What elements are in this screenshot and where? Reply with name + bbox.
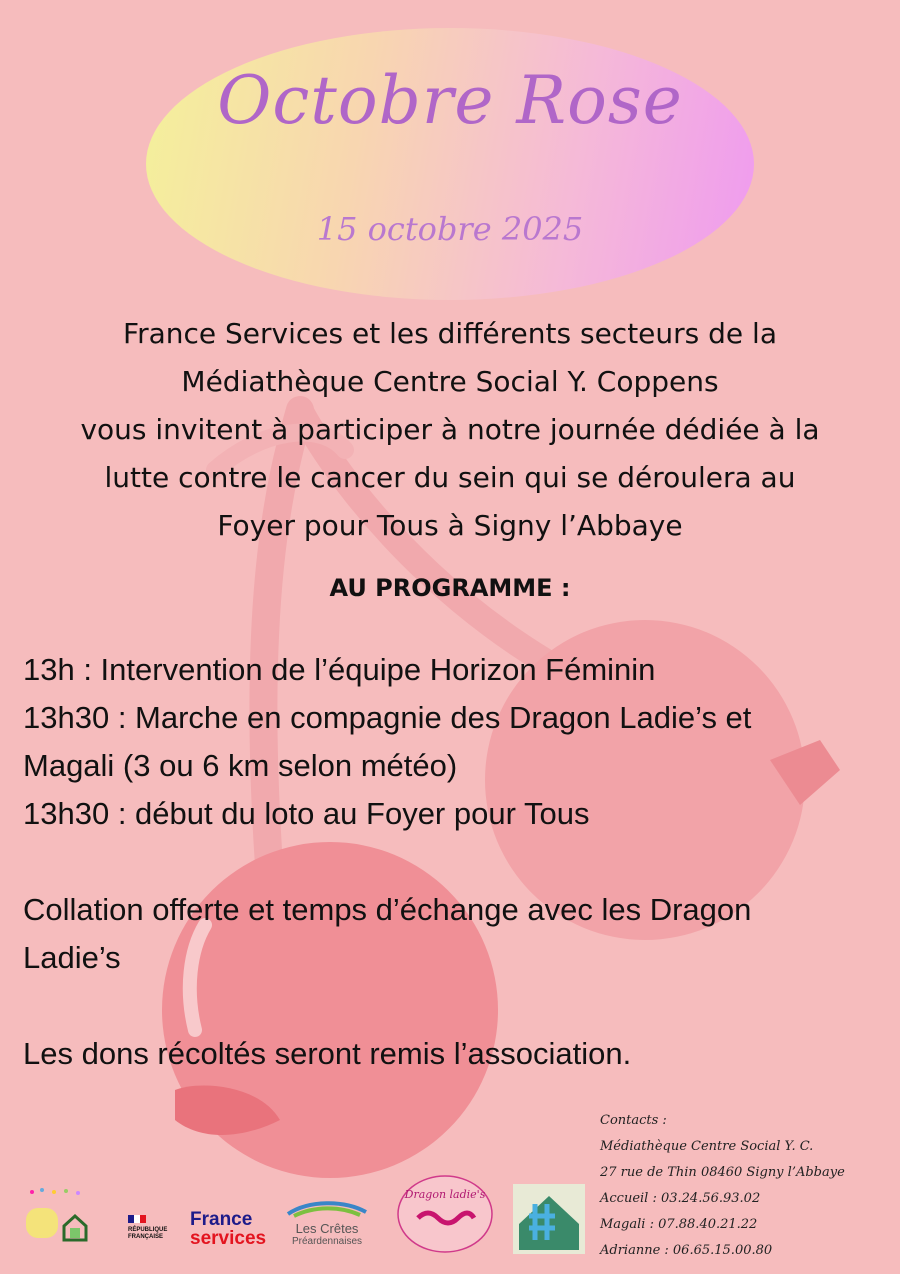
program-heading: AU PROGRAMME : [329,574,571,602]
program-item: 13h : Intervention de l’équipe Horizon Féminin [23,652,656,687]
cretes-line2: Préardennaises [291,1236,363,1247]
intro-line: lutte contre le cancer du sein qui se déroulera au [104,461,796,494]
contact-line: Accueil : 03.24.56.93.02 [600,1191,761,1206]
intro-line: France Services et les différents secteurs de la [123,317,777,350]
republique-line: RÉPUBLIQUE [128,1227,168,1233]
contact-line: 27 rue de Thin 08460 Signy l’Abbaye [600,1165,845,1180]
contact-line: Médiathèque Centre Social Y. C. [600,1139,814,1154]
centre-social-logo [513,1184,585,1254]
program-item: 13h30 : Marche en compagnie des Dragon Ladie’s et [23,700,752,735]
collation-line: Collation offerte et temps d’échange avec les Dragon [23,892,752,927]
contacts-block [600,1108,900,1264]
marianne-icon [128,1215,146,1223]
france-services-line2: services [190,1228,267,1249]
contact-line: Adrianne : 06.65.15.00.80 [600,1243,773,1258]
contacts-heading: Contacts : [600,1113,667,1128]
cretes-wave-icon [284,1200,370,1218]
intro-text [15,310,885,550]
event-date: 15 octobre 2025 [316,210,584,248]
france-services-logo [190,1210,280,1250]
intro-line: vous invitent à participer à notre journée dédiée à la [80,413,820,446]
program-list [23,646,885,1078]
dons-line: Les dons récoltés seront remis l’association. [23,1036,632,1071]
collation-line: Ladie’s [23,940,121,975]
cretes-preardennaises-logo [284,1200,370,1250]
france-services-line1: France [190,1209,253,1230]
page-title: Octobre Rose [217,62,683,139]
program-item: Magali (3 ou 6 km selon météo) [23,748,458,783]
program-item: 13h30 : début du loto au Foyer pour Tous [23,796,590,831]
dragon-ladies-logo [396,1174,494,1254]
intro-line: Médiathèque Centre Social Y. Coppens [181,365,719,398]
cretes-line1: Les Crêtes [295,1221,359,1236]
dragon-ladies-text: Dragon ladie's [404,1188,486,1201]
contact-line: Magali : 07.88.40.21.22 [600,1217,758,1232]
mediatheque-logo [22,1186,92,1248]
republique-line: FRANÇAISE [128,1234,164,1240]
intro-line: Foyer pour Tous à Signy l’Abbaye [217,509,683,542]
republique-francaise-logo [128,1208,178,1250]
